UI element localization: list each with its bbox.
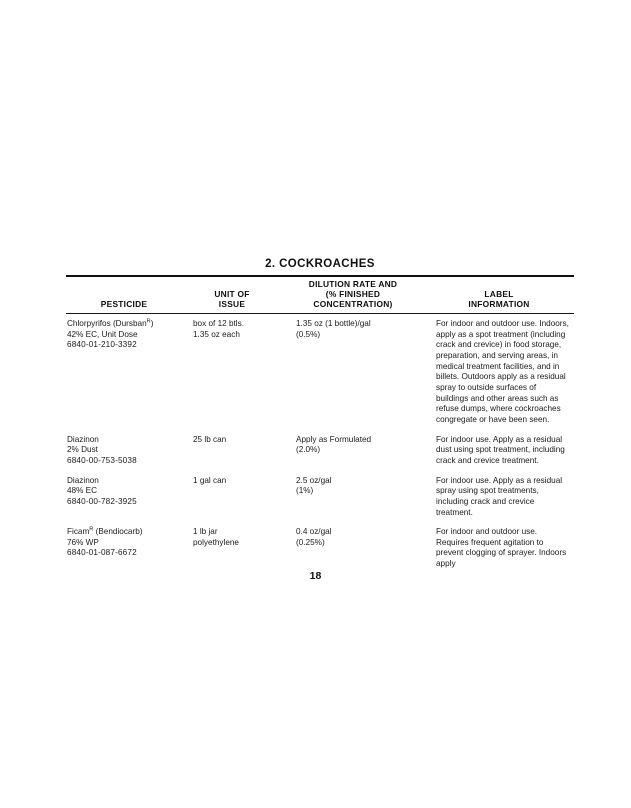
cell-pesticide — [66, 471, 182, 523]
pesticide-nsn: 6840-00-753-5038 — [67, 455, 137, 465]
pesticide-name: Diazinon — [67, 434, 99, 444]
unit-line-1: 1 gal can — [193, 475, 227, 485]
dilution-concentration: (1%) — [296, 486, 314, 496]
label-information-text: For indoor and outdoor use. Indoors, apply as a spot treatment (including crack and crevice) in food storage, preparation, and serving areas, in medical treatment facilities, and in billets. Outdoors apply as a residual spray to outside surfaces of buildings and other areas such as refuse dumps, where cockroaches congregate or have been seen. — [436, 319, 569, 424]
cell-dilution-rate — [282, 430, 424, 471]
unit-line-1: 25 lb can — [193, 434, 227, 444]
pesticide-formulation: 2% Dust — [67, 445, 98, 455]
table-header — [66, 277, 574, 313]
label-information-text: For indoor use. Apply as a residual spray using spot treatments, including crack and crevice treatment. — [436, 475, 563, 517]
cell-label-information — [424, 430, 574, 471]
cell-unit-of-issue — [182, 430, 282, 471]
cell-unit-of-issue — [182, 314, 282, 430]
dilution-rate: 1.35 oz (1 bottle)/gal — [296, 319, 371, 328]
column-header-dilution-rate: DILUTION RATE AND (% FINISHED CONCENTRATION) — [308, 279, 398, 310]
cell-unit-of-issue — [182, 471, 282, 523]
label-information-text: For indoor use. Apply as a residual dust using spot treatment, including crack and crevice treatment. — [436, 434, 565, 465]
pesticide-table — [66, 277, 574, 313]
dilution-concentration: (0.5%) — [296, 329, 321, 339]
column-header-label-information: LABEL INFORMATION — [468, 289, 530, 310]
dilution-rate: 2.5 oz/gal — [296, 475, 332, 485]
document-content-block — [66, 258, 574, 574]
cell-unit-of-issue — [182, 522, 282, 574]
dilution-concentration: (2.0%) — [296, 445, 321, 455]
pesticide-table-body — [66, 314, 574, 574]
pesticide-name: Chlorpyrifos (Dursban$^R$) — [67, 318, 154, 328]
registered-trademark-icon: R — [146, 318, 151, 325]
page-number: 18 — [309, 570, 322, 582]
table-row — [66, 314, 574, 430]
unit-line-1: 1 lb jar — [193, 527, 218, 537]
cell-label-information — [424, 314, 574, 430]
pesticide-formulation: 48% EC — [67, 486, 98, 496]
cell-dilution-rate — [282, 471, 424, 523]
column-header-unit-of-issue: UNIT OF ISSUE — [214, 289, 250, 310]
pesticide-nsn: 6840-01-210-3392 — [67, 340, 137, 350]
unit-line-2: 1.35 oz each — [193, 329, 240, 339]
label-information-text: For indoor and outdoor use. Requires frequent agitation to prevent clogging of sprayer. Indoors apply — [436, 527, 567, 569]
cell-dilution-rate — [282, 314, 424, 430]
cell-pesticide — [66, 522, 182, 574]
unit-line-2: polyethylene — [193, 537, 239, 547]
registered-trademark-icon: R — [89, 526, 94, 533]
column-header-pesticide: PESTICIDE — [100, 299, 148, 310]
pesticide-name: Diazinon — [67, 475, 99, 485]
pesticide-nsn: 6840-00-782-3925 — [67, 496, 137, 506]
pesticide-formulation: 76% WP — [67, 537, 99, 547]
table-row — [66, 430, 574, 471]
dilution-rate: Apply as Formulated — [296, 434, 372, 444]
cell-pesticide — [66, 314, 182, 430]
table-row — [66, 522, 574, 574]
unit-line-1: box of 12 btls. — [193, 319, 244, 328]
cell-label-information — [424, 471, 574, 523]
dilution-concentration: (0.25%) — [296, 537, 325, 547]
cell-label-information — [424, 522, 574, 574]
section-heading: 2. COCKROACHES — [265, 258, 375, 270]
dilution-rate: 0.4 oz/gal — [296, 527, 332, 537]
pesticide-nsn: 6840-01-087-6672 — [67, 548, 137, 558]
table-row — [66, 471, 574, 523]
pesticide-name: Ficam$^R$ (Bendiocarb) — [67, 526, 143, 537]
cell-pesticide — [66, 430, 182, 471]
cell-dilution-rate — [282, 522, 424, 574]
pesticide-formulation: 42% EC, Unit Dose — [67, 329, 138, 339]
